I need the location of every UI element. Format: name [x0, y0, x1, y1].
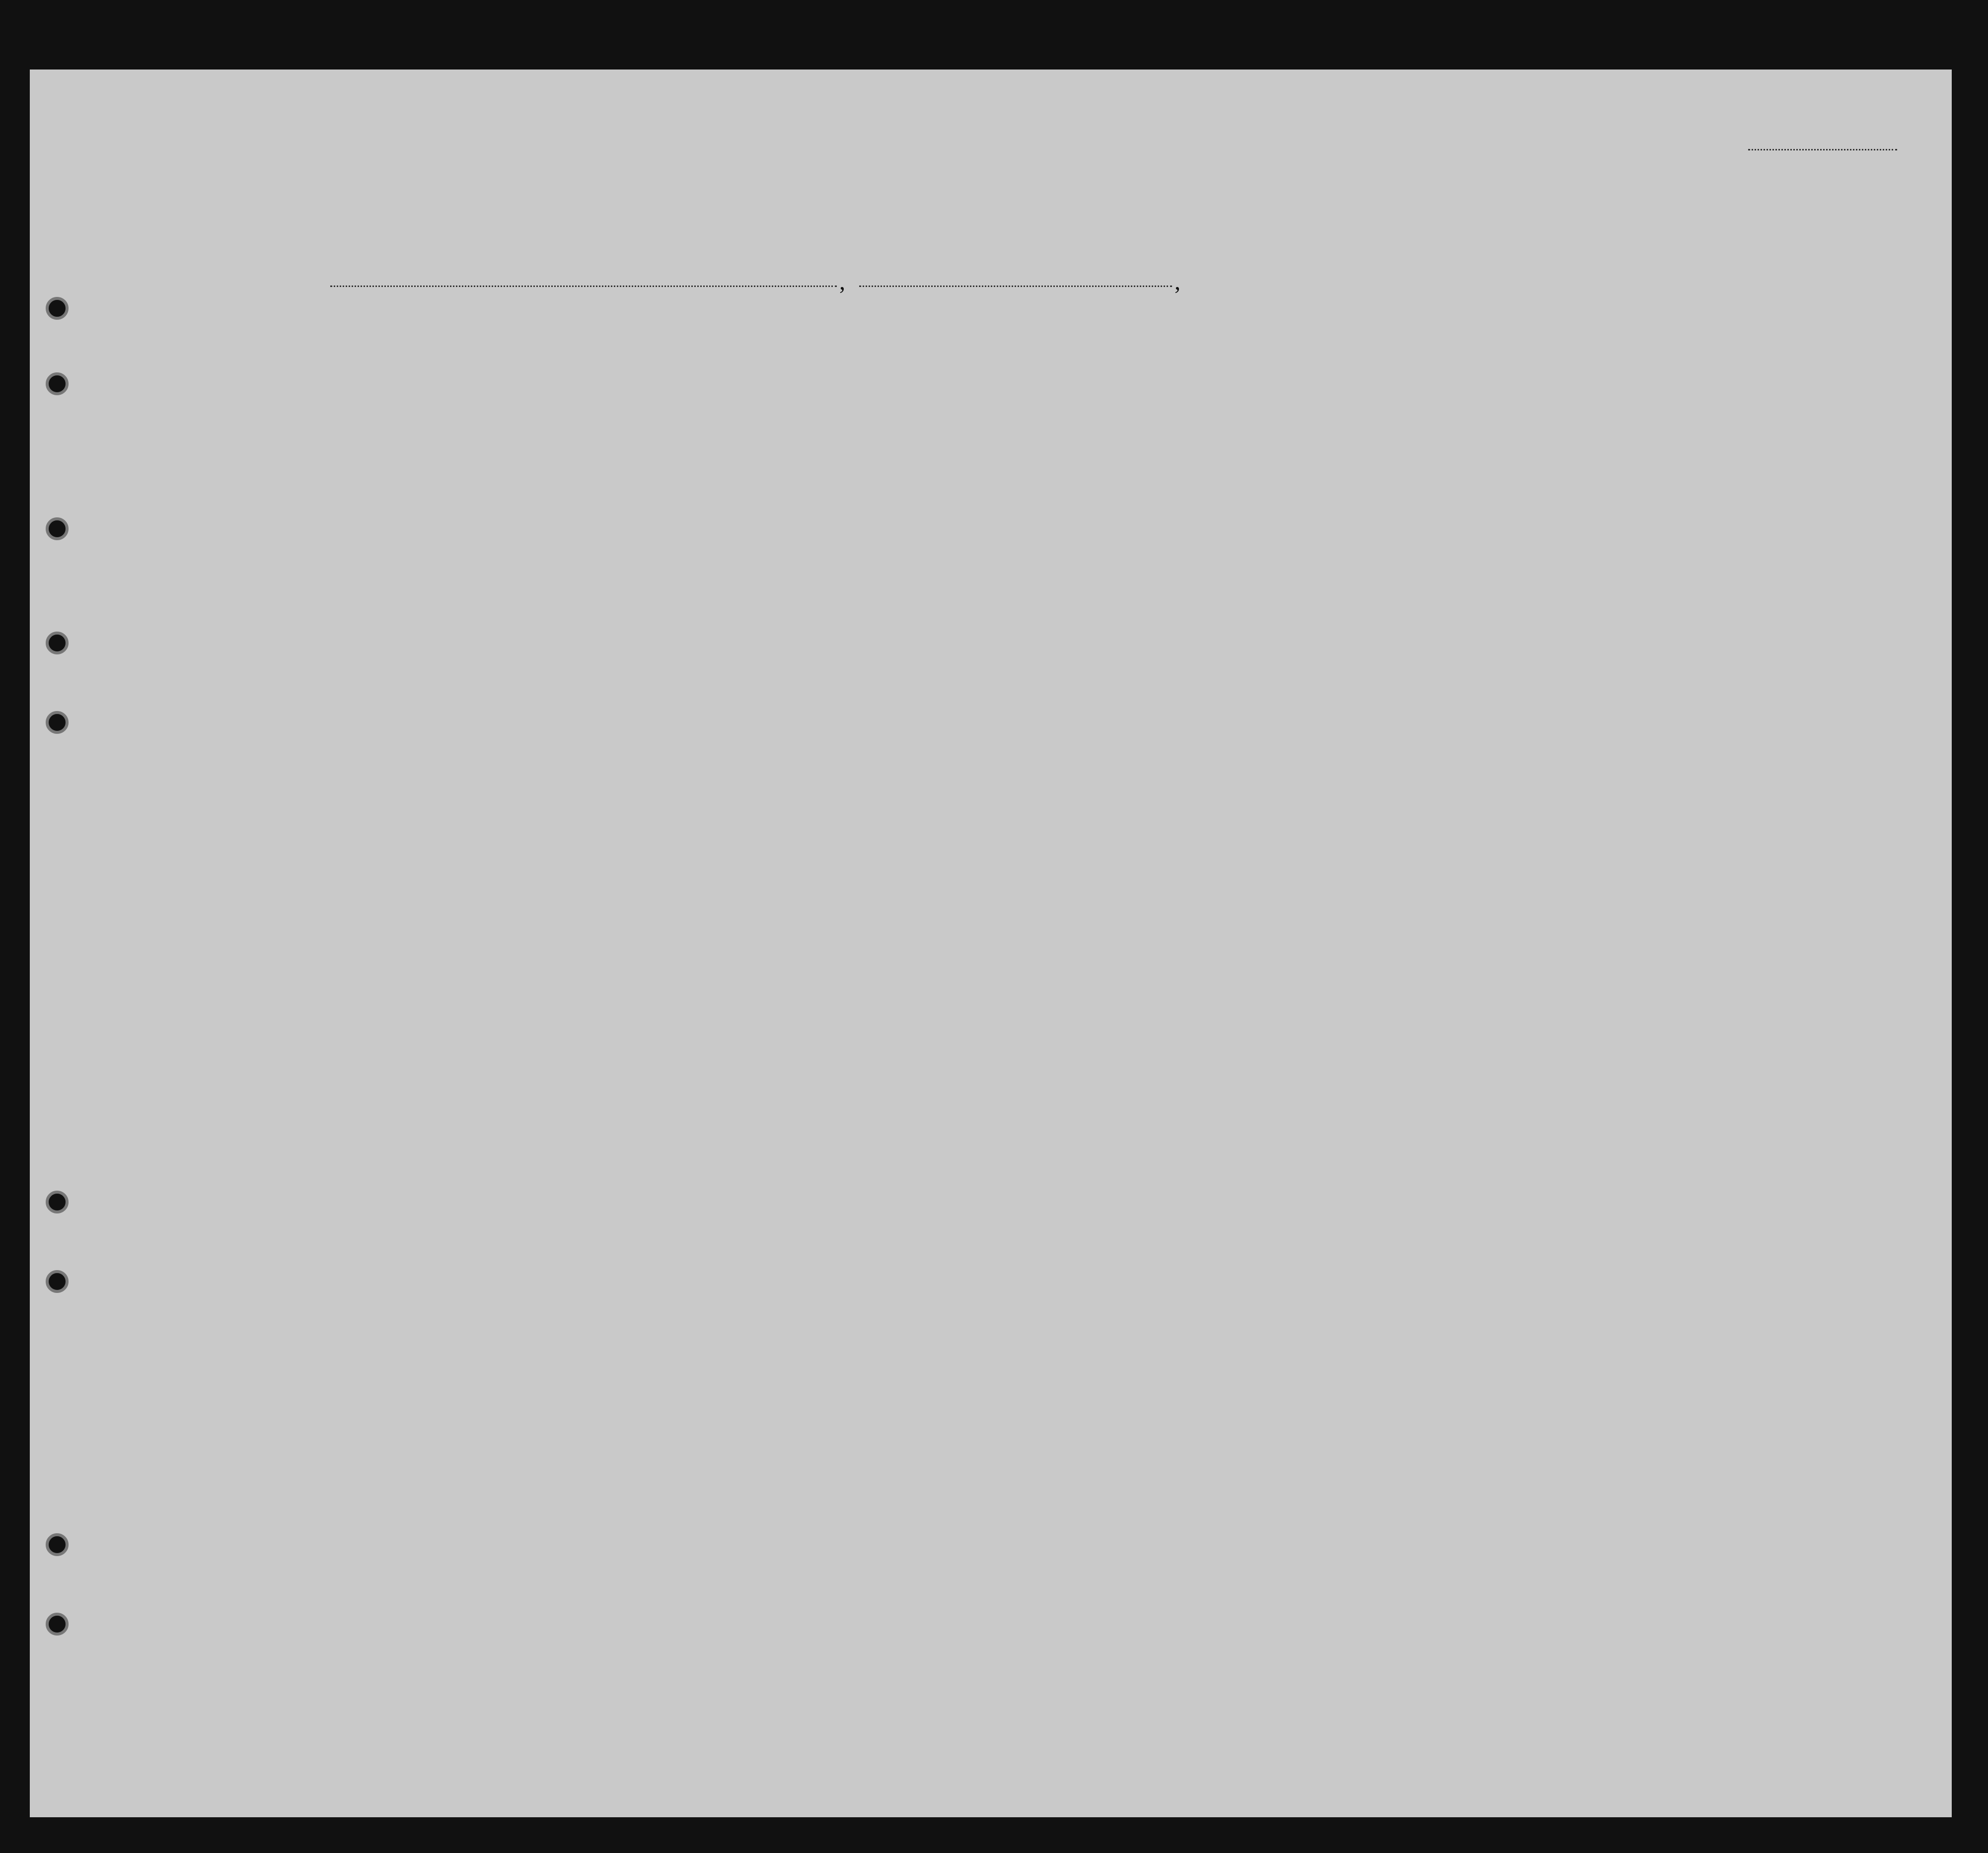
comma: , — [1175, 269, 1180, 295]
comma: , — [839, 269, 845, 295]
